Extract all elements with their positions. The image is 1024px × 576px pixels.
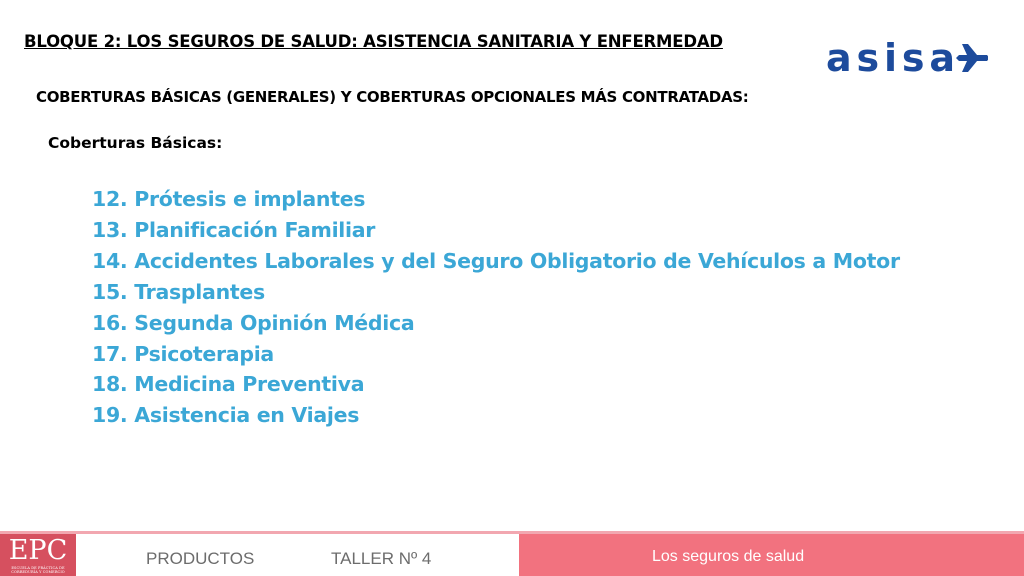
section-heading: Coberturas Básicas: <box>48 134 223 152</box>
epc-logo-tagline: ESCUELA DE PRÁCTICA DE CORREDURÍA Y COMERCIO <box>11 566 65 574</box>
asisa-logo <box>826 38 988 78</box>
plane-icon <box>956 44 988 72</box>
list-item: 12. Prótesis e implantes <box>92 187 366 211</box>
list-item: 14. Accidentes Laborales y del Seguro Obligatorio de Vehículos a Motor <box>92 248 900 273</box>
slide-title: BLOQUE 2: LOS SEGUROS DE SALUD: ASISTENCIA SANITARIA Y ENFERMEDAD <box>24 32 723 51</box>
footer-productos-label: PRODUCTOS <box>146 549 255 568</box>
list-item: 16. Segunda Opinión Médica <box>92 310 415 335</box>
footer-center-panel <box>76 534 519 576</box>
list-item: 19. Asistencia en Viajes <box>92 403 360 428</box>
list-item: 15. Trasplantes <box>92 279 265 304</box>
slide-subtitle: COBERTURAS BÁSICAS (GENERALES) Y COBERTURAS OPCIONALES MÁS CONTRATADAS: <box>36 88 749 106</box>
list-item: 17. Psicoterapia <box>92 341 274 366</box>
list-item: 18. Medicina Preventiva <box>92 372 365 397</box>
coverage-list <box>92 184 900 431</box>
footer-taller-label: TALLER Nº 4 <box>331 549 432 568</box>
epc-logo <box>0 534 76 574</box>
epc-logo-mark: EPC <box>8 535 68 566</box>
list-item: 13. Planificación Familiar <box>92 217 376 242</box>
asisa-logo-text: asisa <box>826 38 954 78</box>
footer-topic-label: Los seguros de salud <box>652 548 805 565</box>
